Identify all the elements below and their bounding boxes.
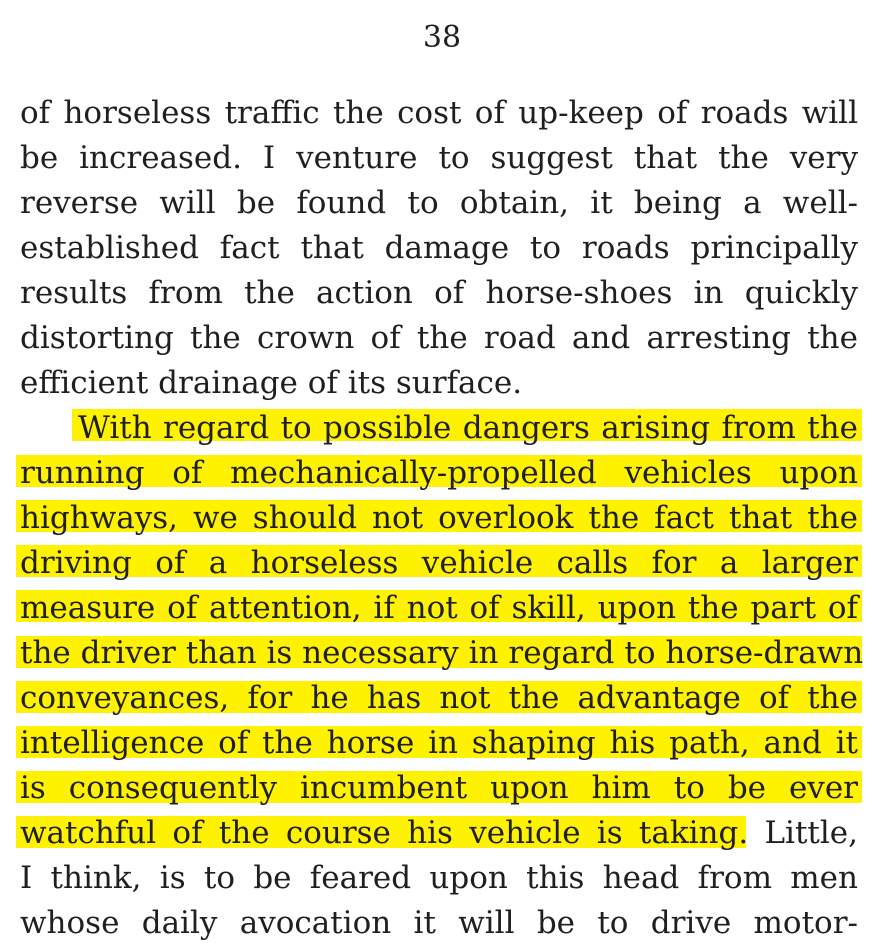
page-number: 38 bbox=[422, 20, 462, 55]
text-line: highways, we should not overlook the fact that the bbox=[20, 500, 858, 536]
text-line: conveyances, for he has not the advantage of the bbox=[20, 680, 858, 716]
text-line: reverse will be found to obtain, it being a well- bbox=[20, 185, 858, 221]
text-line: With regard to possible dangers arising from the bbox=[78, 410, 858, 446]
text-line: intelligence of the horse in shaping his path, and it bbox=[20, 725, 858, 761]
text-line: be increased. I venture to suggest that the very bbox=[20, 140, 858, 176]
text-line: running of mechanically-propelled vehicles upon bbox=[20, 455, 858, 491]
text-line: whose daily avocation it will be to drive motor- bbox=[20, 905, 858, 941]
text-line: I think, is to be feared upon this head from men bbox=[20, 860, 858, 896]
text-line: distorting the crown of the road and arresting the bbox=[20, 320, 858, 356]
text-line: measure of attention, if not of skill, upon the part of bbox=[20, 590, 858, 626]
text-line: results from the action of horse-shoes in quickly bbox=[20, 275, 858, 311]
text-line: driving of a horseless vehicle calls for a larger bbox=[20, 545, 858, 581]
text-line: is consequently incumbent upon him to be ever bbox=[20, 770, 858, 806]
text-line: of horseless traffic the cost of up-keep of roads will bbox=[20, 95, 858, 131]
text-line: efficient drainage of its surface. bbox=[20, 365, 523, 401]
text-line: the driver than is necessary in regard to horse-drawn bbox=[20, 635, 864, 671]
text-line: established fact that damage to roads principally bbox=[20, 230, 858, 266]
text-line: watchful of the course his vehicle is taking. Little, bbox=[20, 815, 858, 851]
